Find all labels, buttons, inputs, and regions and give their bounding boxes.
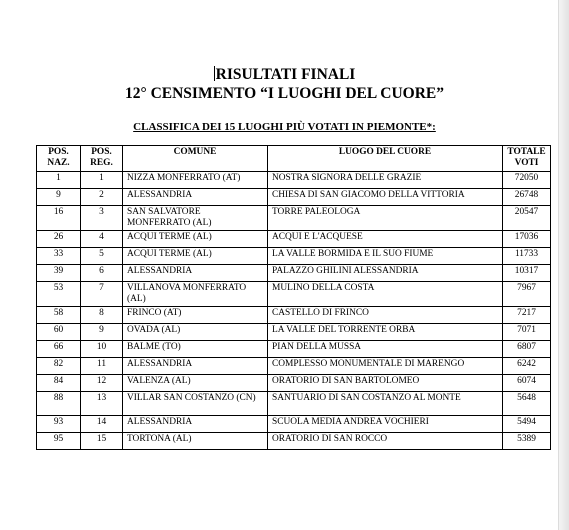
table-row xyxy=(37,189,551,206)
cell-comune: ACQUI TERME (AL) xyxy=(123,231,268,248)
cell-voti: 11733 xyxy=(503,248,551,265)
cell-voti: 20547 xyxy=(503,206,551,231)
cell-luogo: SCUOLA MEDIA ANDREA VOCHIERI xyxy=(268,416,503,433)
cell-pos-naz: 1 xyxy=(37,172,81,189)
header-voti: TOTALE VOTI xyxy=(503,146,551,172)
cell-voti: 5494 xyxy=(503,416,551,433)
cell-luogo: ACQUI E L'ACQUESE xyxy=(268,231,503,248)
cell-pos-naz: 39 xyxy=(37,265,81,282)
table-row xyxy=(37,324,551,341)
cell-pos-naz: 53 xyxy=(37,282,81,307)
header-luogo: LUOGO DEL CUORE xyxy=(268,146,503,172)
cell-pos-naz: 58 xyxy=(37,307,81,324)
cell-luogo: SANTUARIO DI SAN COSTANZO AL MONTE xyxy=(268,392,503,416)
cell-pos-reg: 9 xyxy=(81,324,123,341)
cell-comune: ALESSANDRIA xyxy=(123,358,268,375)
ranking-table xyxy=(36,145,551,450)
cell-pos-reg: 7 xyxy=(81,282,123,307)
cell-comune: OVADA (AL) xyxy=(123,324,268,341)
cell-voti: 7217 xyxy=(503,307,551,324)
cell-pos-naz: 60 xyxy=(37,324,81,341)
cell-voti: 6074 xyxy=(503,375,551,392)
cell-pos-reg: 1 xyxy=(81,172,123,189)
cell-pos-naz: 88 xyxy=(37,392,81,416)
table-row xyxy=(37,206,551,231)
cell-comune: TORTONA (AL) xyxy=(123,433,268,450)
cell-comune: ALESSANDRIA xyxy=(123,416,268,433)
cell-comune: VILLANOVA MONFERRATO (AL) xyxy=(123,282,268,307)
cell-comune: VALENZA (AL) xyxy=(123,375,268,392)
table-header-row xyxy=(37,146,551,172)
cell-voti: 17036 xyxy=(503,231,551,248)
cell-luogo: CHIESA DI SAN GIACOMO DELLA VITTORIA xyxy=(268,189,503,206)
cell-pos-naz: 26 xyxy=(37,231,81,248)
cell-voti: 7071 xyxy=(503,324,551,341)
cell-pos-reg: 8 xyxy=(81,307,123,324)
cell-luogo: ORATORIO DI SAN BARTOLOMEO xyxy=(268,375,503,392)
table-row xyxy=(37,375,551,392)
cell-luogo: COMPLESSO MONUMENTALE DI MARENGO xyxy=(268,358,503,375)
table-row xyxy=(37,341,551,358)
cell-luogo: NOSTRA SIGNORA DELLE GRAZIE xyxy=(268,172,503,189)
header-pos-naz: POS. NAZ. xyxy=(37,146,81,172)
cell-pos-reg: 3 xyxy=(81,206,123,231)
cell-pos-naz: 93 xyxy=(37,416,81,433)
cell-pos-naz: 95 xyxy=(37,433,81,450)
text-cursor xyxy=(214,66,215,81)
cell-pos-reg: 5 xyxy=(81,248,123,265)
cell-pos-reg: 4 xyxy=(81,231,123,248)
table-row xyxy=(37,307,551,324)
cell-pos-reg: 13 xyxy=(81,392,123,416)
table-row xyxy=(37,392,551,416)
cell-comune: ALESSANDRIA xyxy=(123,189,268,206)
cell-voti: 5648 xyxy=(503,392,551,416)
cell-luogo: TORRE PALEOLOGA xyxy=(268,206,503,231)
title-line-1: RISULTATI FINALI xyxy=(215,66,356,83)
cell-voti: 26748 xyxy=(503,189,551,206)
table-row xyxy=(37,265,551,282)
cell-pos-naz: 84 xyxy=(37,375,81,392)
table-row xyxy=(37,358,551,375)
cell-pos-reg: 2 xyxy=(81,189,123,206)
cell-voti: 6807 xyxy=(503,341,551,358)
cell-pos-naz: 33 xyxy=(37,248,81,265)
cell-pos-reg: 10 xyxy=(81,341,123,358)
header-comune: COMUNE xyxy=(123,146,268,172)
cell-luogo: PIAN DELLA MUSSA xyxy=(268,341,503,358)
cell-pos-naz: 16 xyxy=(37,206,81,231)
cell-luogo: ORATORIO DI SAN ROCCO xyxy=(268,433,503,450)
cell-comune: NIZZA MONFERRATO (AT) xyxy=(123,172,268,189)
cell-voti: 5389 xyxy=(503,433,551,450)
header-pos-reg: POS. REG. xyxy=(81,146,123,172)
cell-pos-naz: 9 xyxy=(37,189,81,206)
cell-comune: SAN SALVATORE MONFERRATO (AL) xyxy=(123,206,268,231)
cell-luogo: CASTELLO DI FRINCO xyxy=(268,307,503,324)
cell-voti: 6242 xyxy=(503,358,551,375)
table-row xyxy=(37,231,551,248)
cell-comune: VILLAR SAN COSTANZO (CN) xyxy=(123,392,268,416)
cell-luogo: LA VALLE DEL TORRENTE ORBA xyxy=(268,324,503,341)
table-row xyxy=(37,416,551,433)
cell-pos-reg: 11 xyxy=(81,358,123,375)
cell-comune: BALME (TO) xyxy=(123,341,268,358)
cell-pos-naz: 82 xyxy=(37,358,81,375)
cell-luogo: LA VALLE BORMIDA E IL SUO FIUME xyxy=(268,248,503,265)
cell-pos-reg: 15 xyxy=(81,433,123,450)
document-title-line-2: 12° CENSIMENTO “I LUOGHI DEL CUORE” xyxy=(125,85,444,102)
table-row xyxy=(37,248,551,265)
cell-comune: FRINCO (AT) xyxy=(123,307,268,324)
cell-voti: 10317 xyxy=(503,265,551,282)
cell-voti: 7967 xyxy=(503,282,551,307)
cell-pos-reg: 12 xyxy=(81,375,123,392)
table-row xyxy=(37,172,551,189)
cell-pos-naz: 66 xyxy=(37,341,81,358)
cell-pos-reg: 14 xyxy=(81,416,123,433)
cell-luogo: MULINO DELLA COSTA xyxy=(268,282,503,307)
cell-pos-reg: 6 xyxy=(81,265,123,282)
table-row xyxy=(37,433,551,450)
cell-comune: ALESSANDRIA xyxy=(123,265,268,282)
cell-luogo: PALAZZO GHILINI ALESSANDRIA xyxy=(268,265,503,282)
cell-comune: ACQUI TERME (AL) xyxy=(123,248,268,265)
document-subtitle: CLASSIFICA DEI 15 LUOGHI PIÙ VOTATI IN PIEMONTE*: xyxy=(133,121,436,133)
table-row xyxy=(37,282,551,307)
document-title xyxy=(0,66,569,84)
cell-voti: 72050 xyxy=(503,172,551,189)
